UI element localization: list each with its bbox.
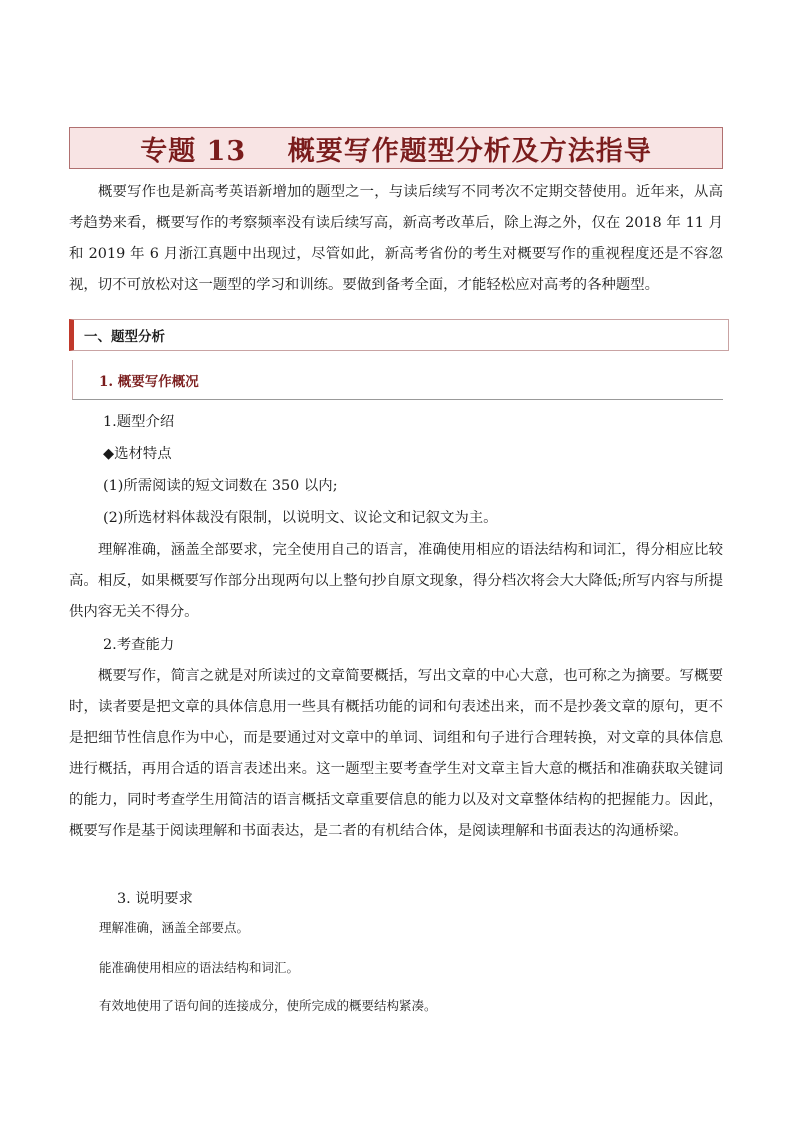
intro-paragraph: 概要写作也是新高考英语新增加的题型之一，与读后续写不同考次不定期交替使用。近年来，从高考趋势来看，概要写作的考察频率没有读后续写高，新高考改革后，除上海之外，仅在 2018 年 11 月和 2019 年 6 月浙江真题中出现过，尽管如此，新高考省份的考生对概要写作的重视程度还是不容忽视，切不可放松对这一题型的学习和训练。要做到备考全面，才能轻松应对高考的各种题型。 — [69, 184, 723, 293]
subsection-heading — [72, 360, 723, 400]
requirement-2: 能准确使用相应的语法结构和词汇。 — [99, 960, 300, 975]
page-title: 专题 13 概要写作题型分析及方法指导 — [140, 135, 652, 167]
item1-heading: 1.题型介绍 — [103, 414, 175, 430]
section-heading — [69, 319, 729, 351]
ability-paragraph: 概要写作，简言之就是对所读过的文章简要概括，写出文章的中心大意，也可称之为摘要。写概要时，读者要是把文章的具体信息用一些具有概括功能的词和句表述出来，而不是抄袭文章的原句，更不是把细节性信息作为中心，而是要通过对文章中的单词、词组和句子进行合理转换，对文章的具体信息进行概括，再用合适的语言表述出来。这一题型主要考查学生对文章主旨大意的概括和准确获取关键词的能力，同时考查学生用简洁的语言概括文章重要信息的能力以及对文章整体结构的把握能力。因此，概要写作是基于阅读理解和书面表达，是二者的有机结合体，是阅读理解和书面表达的沟通桥梁。 — [69, 668, 723, 839]
title-banner — [69, 127, 723, 169]
scoring-paragraph: 理解准确，涵盖全部要求，完全使用自己的语言，准确使用相应的语法结构和词汇，得分相应比较高。相反，如果概要写作部分出现两句以上整句抄自原文现象，得分档次将会大大降低;所写内容与所提供内容无关不得分。 — [69, 542, 723, 620]
feature-point-2: (2)所选材料体裁没有限制，以说明文、议论文和记叙文为主。 — [103, 510, 498, 526]
requirement-3: 有效地使用了语句间的连接成分，使所完成的概要结构紧凑。 — [99, 998, 437, 1013]
item2-heading: 2.考查能力 — [103, 637, 175, 653]
feature-heading: ◆选材特点 — [103, 446, 172, 462]
section-heading-label: 一、题型分析 — [84, 329, 165, 345]
requirement-1: 理解准确，涵盖全部要点。 — [99, 920, 250, 935]
item3-heading: 3. 说明要求 — [117, 891, 193, 907]
subsection-heading-label: 1. 概要写作概况 — [99, 373, 199, 390]
feature-point-1: (1)所需阅读的短文词数在 350 以内; — [103, 478, 338, 494]
